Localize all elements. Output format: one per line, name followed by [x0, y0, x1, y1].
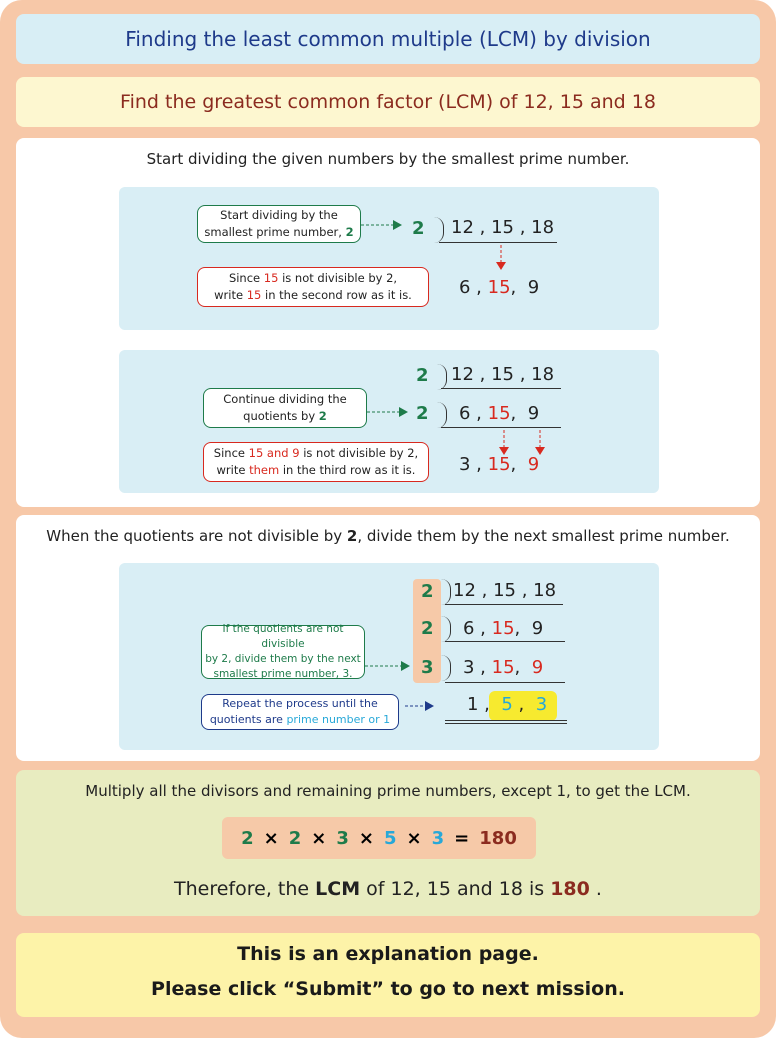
- note-start-dividing: Start dividing by the smallest prime number, 2: [197, 205, 361, 243]
- explanation-line2: Please click “Submit” to go to next mission.: [151, 978, 625, 1000]
- division-line: [445, 641, 565, 642]
- division-bracket: [441, 616, 451, 642]
- step1-intro: Start dividing the given numbers by the smallest prime number.: [146, 150, 630, 168]
- division-bracket: [434, 217, 444, 243]
- division-line: [441, 388, 561, 389]
- divisor-2: 2: [421, 581, 434, 602]
- note-repeat-process: Repeat the process until the quotients are prime number or 1: [201, 694, 399, 730]
- row-12-15-18: 12 , 15 , 18: [453, 580, 557, 601]
- row-6-15-9: 6 , 15, 9: [459, 403, 540, 424]
- arrow-icon: [367, 406, 409, 418]
- conclusion: Therefore, the LCM of 12, 15 and 18 is 180 .: [174, 878, 602, 900]
- row-6-15-9: 6 , 15, 9: [459, 277, 540, 298]
- double-line: [445, 720, 567, 721]
- arrow-icon: [365, 660, 411, 672]
- problem-statement: Find the greatest common factor (LCM) of 12, 15 and 18: [16, 77, 760, 127]
- note-next-prime: If the quotients are not divisible by 2, divide them by the next smallest prime number, 3.: [201, 625, 365, 679]
- divisor-2: 2: [421, 618, 434, 639]
- division-bracket: [437, 402, 447, 428]
- row-6-15-9: 6 , 15, 9: [463, 618, 544, 639]
- divisor-2: 2: [416, 365, 429, 386]
- row-12-15-18: 12 , 15 , 18: [451, 364, 555, 385]
- divisor-2: 2: [412, 218, 425, 239]
- row-3-15-9: 3 , 15, 9: [459, 454, 540, 475]
- step1-panel-a: [119, 187, 659, 330]
- step1-panel-b: [119, 350, 659, 493]
- arrow-icon: [361, 219, 403, 231]
- note-continue-dividing: Continue dividing the quotients by 2: [203, 388, 367, 428]
- divisor-3: 3: [421, 657, 434, 678]
- note-15-and-9-not-divisible: Since 15 and 9 is not divisible by 2, write them in the third row as it is.: [203, 442, 429, 482]
- down-arrow-icon: [534, 430, 546, 456]
- down-arrow-icon: [495, 245, 507, 271]
- row-1-5-3: 1 , 5 , 3: [467, 694, 548, 715]
- lcm-formula: 2 × 2 × 3 × 5 × 3 = 180: [222, 817, 536, 859]
- note-15-not-divisible: Since 15 is not divisible by 2, write 15 in the second row as it is.: [197, 267, 429, 307]
- double-line: [445, 723, 567, 724]
- division-line: [441, 427, 561, 428]
- step2-section: [16, 515, 760, 761]
- step3-section: [16, 770, 760, 916]
- divisor-2: 2: [416, 403, 429, 424]
- down-arrow-icon: [498, 430, 510, 456]
- division-line: [445, 604, 563, 605]
- division-line: [439, 242, 557, 243]
- row-3-15-9: 3 , 15, 9: [463, 657, 544, 678]
- explanation-note: [16, 933, 760, 1017]
- division-line: [445, 682, 565, 683]
- page-title: Finding the least common multiple (LCM) by division: [16, 14, 760, 64]
- arrow-icon: [405, 700, 435, 712]
- step1-section: [16, 138, 760, 507]
- step2-panel: [119, 563, 659, 750]
- row-12-15-18: 12 , 15 , 18: [451, 217, 555, 238]
- division-bracket: [441, 655, 451, 681]
- explanation-line1: This is an explanation page.: [237, 943, 539, 965]
- division-bracket: [441, 579, 451, 605]
- division-bracket: [437, 364, 447, 390]
- step3-intro: Multiply all the divisors and remaining prime numbers, except 1, to get the LCM.: [85, 782, 691, 800]
- step2-intro: When the quotients are not divisible by 2, divide them by the next smallest prime number.: [46, 527, 730, 545]
